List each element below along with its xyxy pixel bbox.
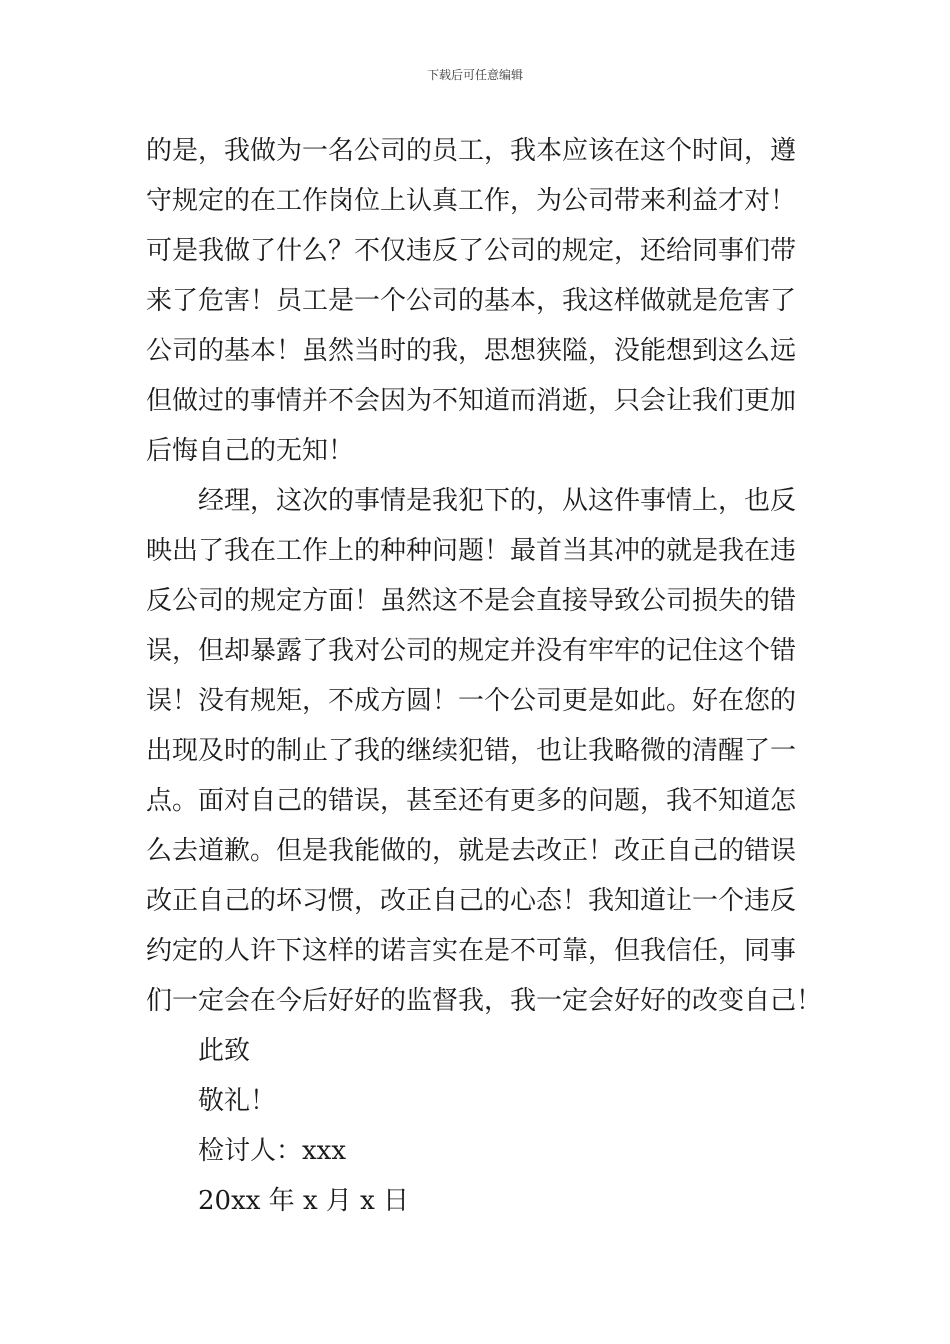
text-line: 么去道歉。但是我能做的，就是去改正！改正自己的错误 (146, 836, 797, 866)
text-line: 经理，这次的事情是我犯下的，从这件事情上，也反 (198, 486, 797, 516)
text-line: 约定的人许下这样的诺言实在是不可靠，但我信任，同事 (146, 936, 797, 966)
text-line: 们一定会在今后好好的监督我，我一定会好好的改变自己！ (146, 986, 823, 1016)
closing-salutation: 此致 (198, 1036, 251, 1066)
page-header: 下载后可任意编辑 (426, 68, 523, 82)
text-line: 出现及时的制止了我的继续犯错，也让我略微的清醒了一 (146, 736, 797, 766)
text-line: 守规定的在工作岗位上认真工作，为公司带来利益才对！ (146, 186, 797, 216)
text-line: 公司的基本！虽然当时的我，思想狭隘，没能想到这么远 (146, 336, 797, 366)
paragraph-1 (146, 126, 806, 476)
document-body (146, 126, 823, 1226)
text-line: 的是，我做为一名公司的员工，我本应该在这个时间，遵 (146, 136, 797, 166)
text-line: 反公司的规定方面！虽然这不是会直接导致公司损失的错 (146, 586, 797, 616)
closing-block (146, 1026, 806, 1226)
paragraph-2 (146, 476, 823, 1026)
text-line: 点。面对自己的错误，甚至还有更多的问题，我不知道怎 (146, 786, 797, 816)
text-line: 来了危害！员工是一个公司的基本，我这样做就是危害了 (146, 286, 797, 316)
date-line: 20xx 年 x 月 x 日 (198, 1186, 410, 1216)
signer-line: 检讨人：xxx (198, 1136, 346, 1166)
text-line: 但做过的事情并不会因为不知道而消逝，只会让我们更加 (146, 386, 797, 416)
text-line: 后悔自己的无知！ (146, 436, 355, 466)
closing-regards: 敬礼！ (198, 1086, 277, 1116)
text-line: 改正自己的坏习惯，改正自己的心态！我知道让一个违反 (146, 886, 797, 916)
text-line: 误！没有规矩，不成方圆！一个公司更是如此。好在您的 (146, 686, 797, 716)
text-line: 可是我做了什么？不仅违反了公司的规定，还给同事们带 (146, 236, 797, 266)
text-line: 误，但却暴露了我对公司的规定并没有牢牢的记住这个错 (146, 636, 797, 666)
text-line: 映出了我在工作上的种种问题！最首当其冲的就是我在违 (146, 536, 797, 566)
